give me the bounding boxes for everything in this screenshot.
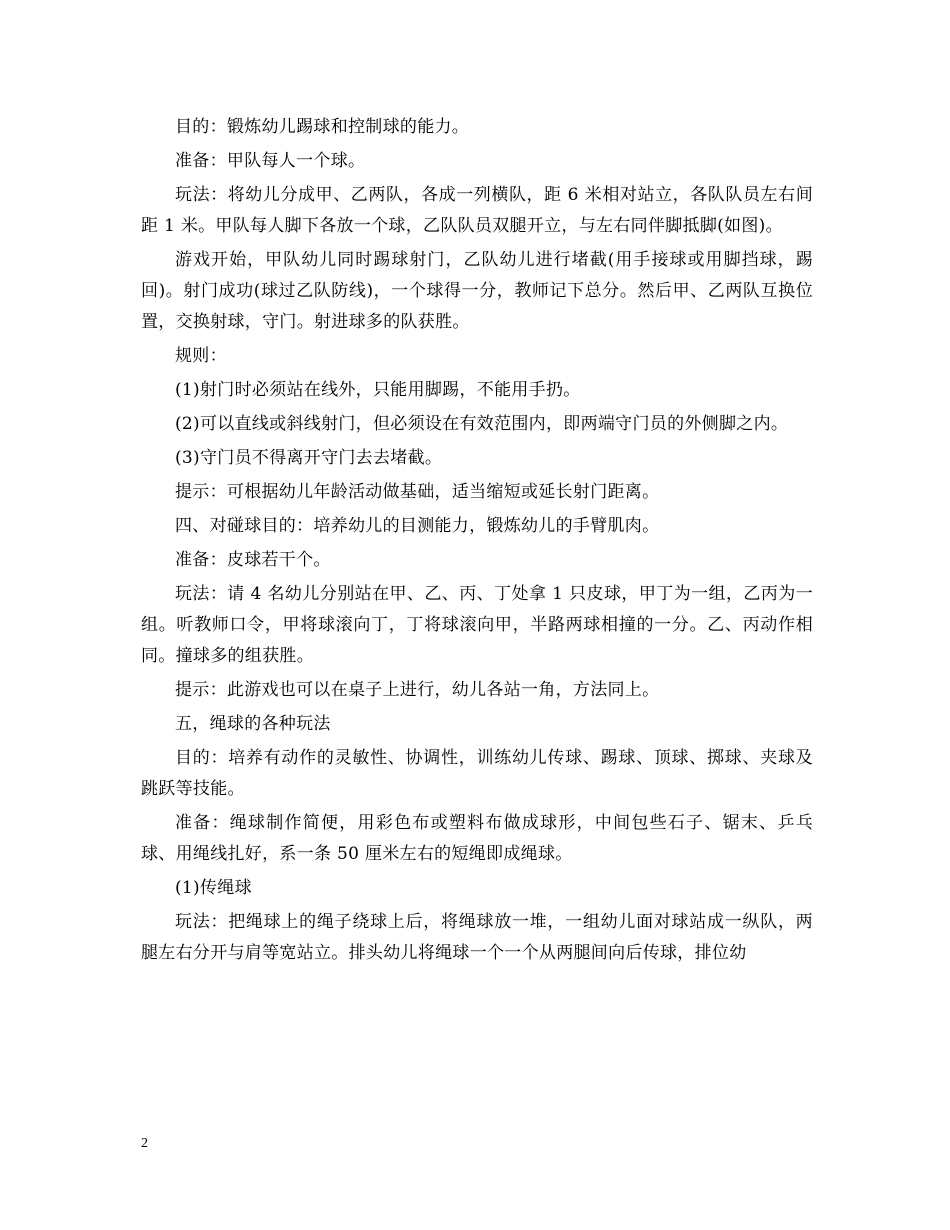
paragraph: 提示：此游戏也可以在桌子上进行，幼儿各站一角，方法同上。	[175, 680, 660, 700]
paragraph: 提示：可根据幼儿年龄活动做基础，适当缩短或延长射门距离。	[175, 482, 660, 502]
paragraph: (1)传绳球	[175, 878, 252, 898]
paragraph: 五，绳球的各种玩法	[175, 714, 331, 734]
paragraph: 玩法：请 4 名幼儿分别站在甲、乙、丙、丁处拿 1 只皮球，甲丁为一组，乙丙为一组。听教师口令，甲将球滚向丁，丁将球滚向甲，半路两球相撞的一分。乙、丙动作相同。撞球多的组获胜。	[141, 584, 813, 666]
paragraph: 目的：锻炼幼儿踢球和控制球的能力。	[175, 117, 470, 137]
paragraph: 规则：	[175, 346, 227, 366]
paragraph: 准备：绳球制作简便，用彩色布或塑料布做成球形，中间包些石子、锯末、乒乓球、用绳线扎好，系一条 50 厘米左右的短绳即成绳球。	[141, 813, 813, 864]
paragraph: 目的：培养有动作的灵敏性、协调性，训练幼儿传球、踢球、顶球、掷球、夹球及跳跃等技能。	[141, 748, 813, 799]
paragraph: (3)守门员不得离开守门去去堵截。	[175, 448, 443, 468]
paragraph: 准备：甲队每人一个球。	[175, 151, 366, 171]
page-number: 2	[141, 1136, 148, 1151]
paragraph: 游戏开始，甲队幼儿同时踢球射门，乙队幼儿进行堵截(用手接球或用脚挡球，踢回)。射门成功(球过乙队防线)，一个球得一分，教师记下总分。然后甲、乙两队互换位置，交换射球，守门。射进球多的队获胜。	[141, 250, 813, 332]
paragraph: 准备：皮球若干个。	[175, 550, 331, 570]
paragraph: 四、对碰球目的：培养幼儿的目测能力，锻炼幼儿的手臂肌肉。	[175, 516, 660, 536]
paragraph: (1)射门时必须站在线外，只能用脚踢，不能用手扔。	[175, 380, 581, 400]
paragraph: (2)可以直线或斜线射门，但必须设在有效范围内，即两端守门员的外侧脚之内。	[175, 414, 789, 434]
paragraph: 玩法：将幼儿分成甲、乙两队，各成一列横队，距 6 米相对站立，各队队员左右间距 1 米。甲队每人脚下各放一个球，乙队队员双腿开立，与左右同伴脚抵脚(如图)。	[141, 185, 813, 236]
paragraph: 玩法：把绳球上的绳子绕球上后，将绳球放一堆，一组幼儿面对球站成一纵队，两腿左右分开与肩等宽站立。排头幼儿将绳球一个一个从两腿间向后传球，排位幼	[141, 912, 813, 963]
document-body	[141, 112, 813, 972]
